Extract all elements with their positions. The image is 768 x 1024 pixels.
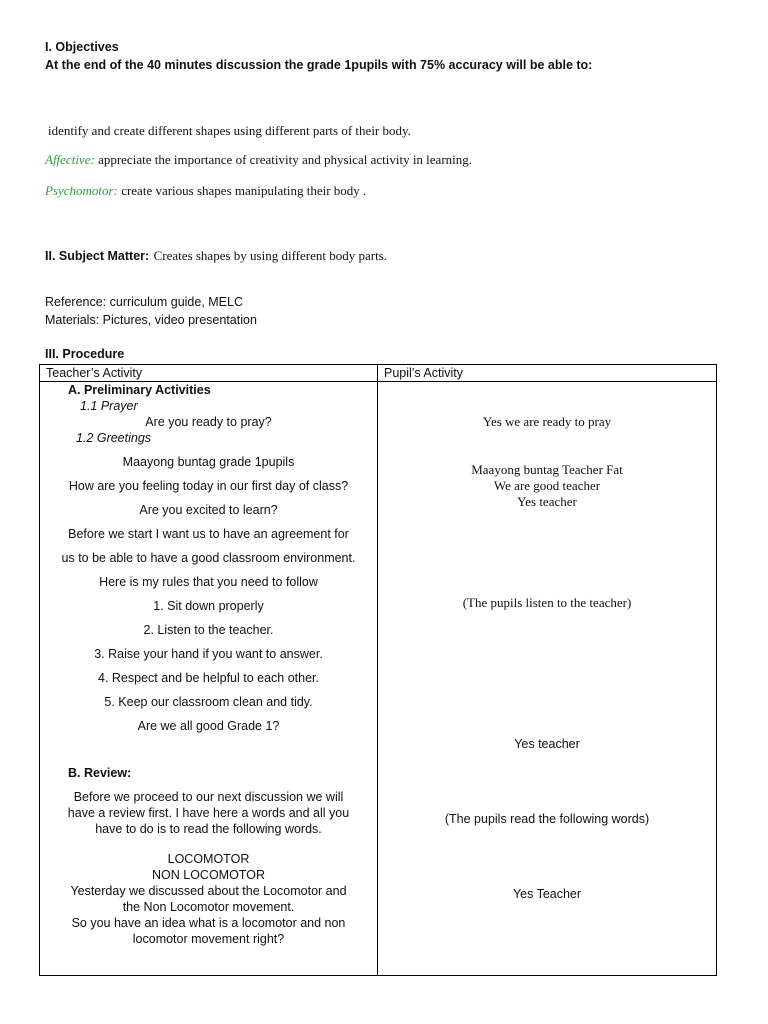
objectives-heading: I. Objectives xyxy=(45,40,119,54)
procedure-heading: III. Procedure xyxy=(45,347,125,361)
materials: Materials: Pictures, video presentation xyxy=(45,313,257,327)
rule-3: 3. Raise your hand if you want to answer. xyxy=(94,647,323,661)
column-header-teacher: Teacher’s Activity xyxy=(40,365,378,382)
objective-psychomotor xyxy=(45,183,366,199)
table-body-row xyxy=(40,382,717,976)
pupil-yes-response-1: Yes teacher xyxy=(514,737,580,751)
idea-line-1: So you have an idea what is a locomotor and non xyxy=(71,916,346,930)
subject-matter-text: Creates shapes by using different body parts. xyxy=(153,248,387,263)
rule-1: 1. Sit down properly xyxy=(153,599,264,613)
rule-4: 4. Respect and be helpful to each other. xyxy=(98,671,319,685)
psychomotor-text: create various shapes manipulating their body . xyxy=(121,183,367,198)
rules-question: Are we all good Grade 1? xyxy=(137,719,280,733)
column-header-pupil: Pupil’s Activity xyxy=(378,365,717,382)
greetings-subheading: 1.2 Greetings xyxy=(76,431,152,445)
review-line-1: Before we proceed to our next discussion we will xyxy=(73,790,344,804)
psychomotor-label: Psychomotor: xyxy=(45,183,118,198)
pupil-read-response: (The pupils read the following words) xyxy=(444,812,650,826)
objective-affective xyxy=(45,152,472,168)
rule-5: 5. Keep our classroom clean and tidy. xyxy=(104,695,313,709)
agreement-line-2: us to be able to have a good classroom environment. xyxy=(61,551,356,565)
section-a-title: A. Preliminary Activities xyxy=(68,383,211,397)
teacher-activity-cell xyxy=(40,382,378,976)
pupil-yes-response-2: Yes Teacher xyxy=(512,887,582,901)
review-word-1: LOCOMOTOR xyxy=(167,852,250,866)
prayer-subheading: 1.1 Prayer xyxy=(80,399,138,413)
prayer-question: Are you ready to pray? xyxy=(145,415,272,429)
subject-matter xyxy=(45,247,387,265)
procedure-table xyxy=(39,364,717,976)
review-line-3: have to do is to read the following words. xyxy=(95,822,322,836)
objectives-intro: At the end of the 40 minutes discussion the grade 1pupils with 75% accuracy will be able to: xyxy=(45,58,593,72)
greeting-line-2: How are you feeling today in our first day of class? xyxy=(68,479,349,493)
pupil-greet-response-2: We are good teacher xyxy=(493,478,601,493)
affective-text: appreciate the importance of creativity and physical activity in learning. xyxy=(98,152,473,167)
pupil-greet-response-3: Yes teacher xyxy=(517,494,577,509)
greeting-line-1: Maayong buntag grade 1pupils xyxy=(122,455,295,469)
review-line-2: have a review first. I have here a words and all you xyxy=(67,806,350,820)
idea-line-2: locomotor movement right? xyxy=(132,932,285,946)
rule-2: 2. Listen to the teacher. xyxy=(143,623,274,637)
pupil-listen-response: (The pupils listen to the teacher) xyxy=(462,595,632,610)
pupil-pray-response: Yes we are ready to pray xyxy=(482,414,612,429)
subject-matter-label: II. Subject Matter: xyxy=(45,249,150,263)
agreement-line-1: Before we start I want us to have an agreement for xyxy=(68,527,349,541)
affective-label: Affective: xyxy=(45,152,95,167)
yesterday-line-2: the Non Locomotor movement. xyxy=(122,900,295,914)
pupil-activity-cell xyxy=(378,382,717,976)
yesterday-line-1: Yesterday we discussed about the Locomotor and xyxy=(70,884,347,898)
objective-cognitive: identify and create different shapes using different parts of their body. xyxy=(48,123,411,138)
section-b-title: B. Review: xyxy=(68,766,132,780)
review-word-2: NON LOCOMOTOR xyxy=(152,868,265,882)
table-header-row xyxy=(40,365,717,382)
greeting-line-3: Are you excited to learn? xyxy=(139,503,278,517)
rules-intro: Here is my rules that you need to follow xyxy=(99,575,318,589)
pupil-greet-response-1: Maayong buntag Teacher Fat xyxy=(471,462,623,477)
reference: Reference: curriculum guide, MELC xyxy=(45,295,243,309)
